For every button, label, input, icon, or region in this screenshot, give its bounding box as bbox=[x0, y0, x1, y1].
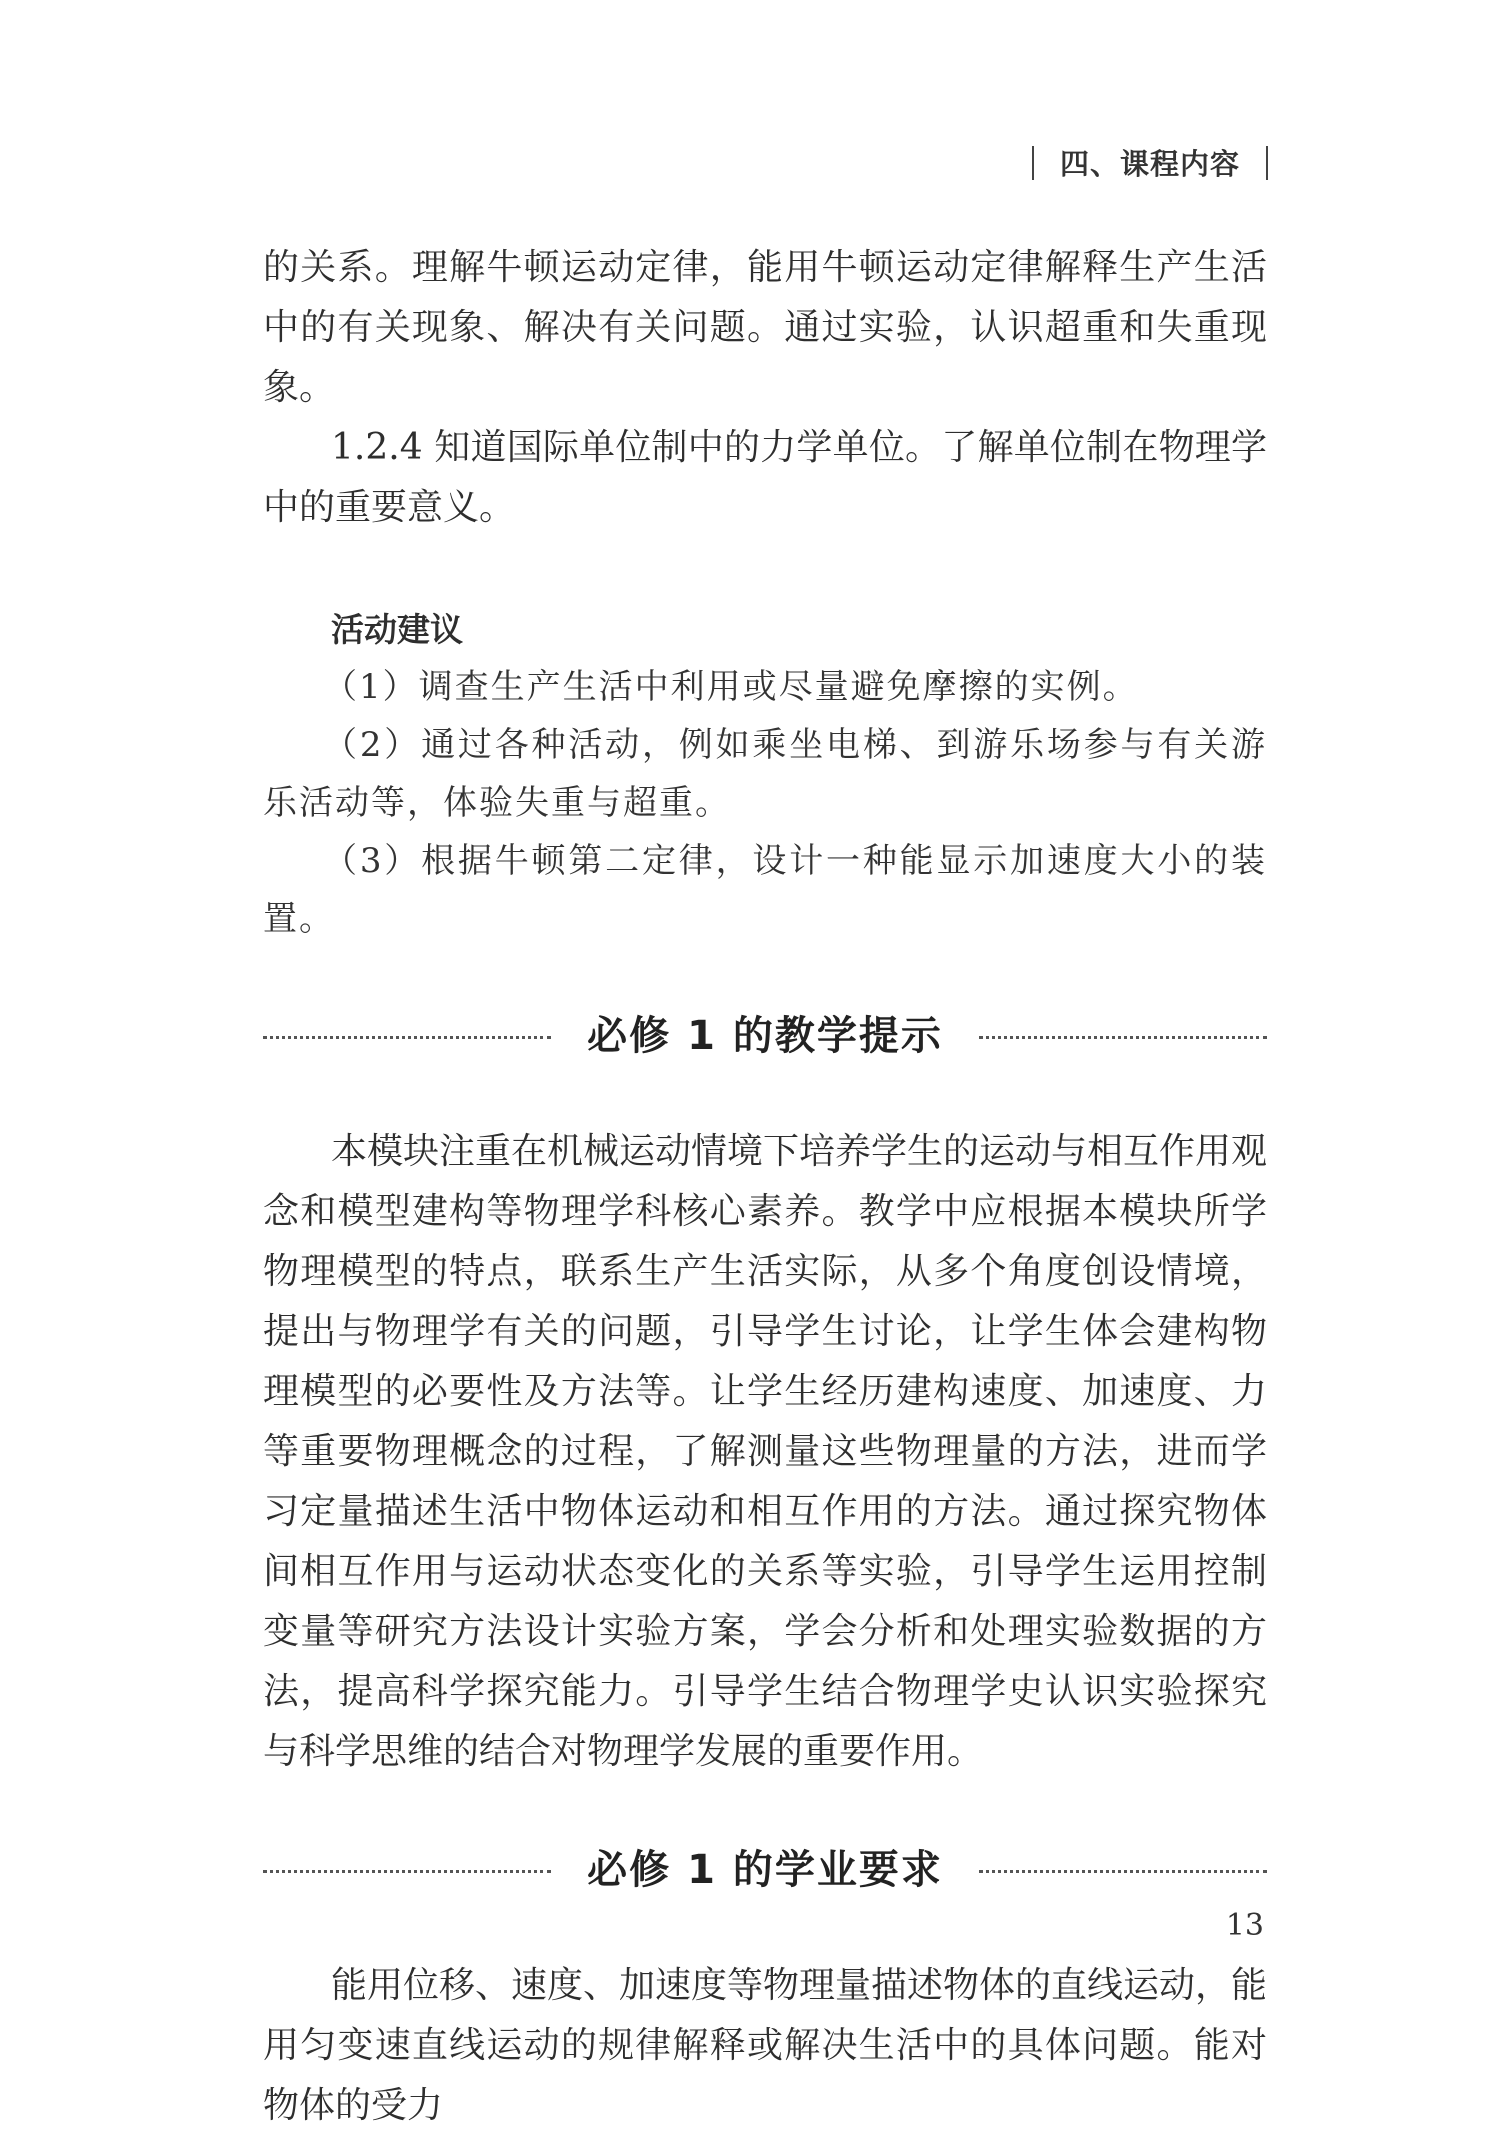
section-title: 必修 1 的教学提示 bbox=[587, 1012, 943, 1059]
activity-title: 活动建议 bbox=[331, 610, 463, 649]
activity-item: （3）根据牛顿第二定律，设计一种能显示加速度大小的装置。 bbox=[263, 841, 1267, 939]
paragraph-1-2-4: 1.2.4 知道国际单位制中的力学单位。了解单位制在物理学中的重要意义。 bbox=[263, 427, 1267, 528]
dotted-rule-right bbox=[979, 1870, 1267, 1873]
running-header bbox=[1032, 142, 1268, 183]
dotted-rule-left bbox=[263, 1870, 551, 1873]
page-number: 13 bbox=[1225, 1908, 1264, 1943]
section-heading-teaching-tips bbox=[263, 992, 1267, 1072]
paragraph-continuation: 的关系。理解牛顿运动定律，能用牛顿运动定律解释生产生活中的有关现象、解决有关问题。通过实验，认识超重和失重现象。 bbox=[263, 247, 1267, 408]
activity-item: （1）调查生产生活中利用或尽量避免摩擦的实例。 bbox=[323, 667, 1139, 707]
activity-item: （2）通过各种活动，例如乘坐电梯、到游乐场参与有关游乐活动等，体验失重与超重。 bbox=[263, 725, 1267, 823]
section-body: 本模块注重在机械运动情境下培养学生的运动与相互作用观念和模型建构等物理学科核心素养。教学中应根据本模块所学物理模型的特点，联系生产生活实际，从多个角度创设情境，提出与物理学有关的问题，引导学生讨论，让学生体会建构物理模型的必要性及方法等。让学生经历建构速度、加速度、力等重要物理概念的过程，了解测量这些物理量的方法，进而学习定量描述生活中物体运动和相互作用的方法。通过探究物体间相互作用与运动状态变化的关系等实验，引导学生运用控制变量等研究方法设计实验方案，学会分析和处理实验数据的方法，提高科学探究能力。引导学生结合物理学史认识实验探究与科学思维的结合对物理学发展的重要作用。 bbox=[263, 1131, 1268, 1772]
section-heading-academic-requirements bbox=[263, 1826, 1267, 1906]
header-divider-right bbox=[1266, 146, 1268, 180]
header-divider-left bbox=[1032, 146, 1034, 180]
page-content bbox=[263, 238, 1267, 2136]
header-title: 四、课程内容 bbox=[1059, 147, 1240, 181]
dotted-rule-left bbox=[263, 1036, 551, 1039]
section-body: 能用位移、速度、加速度等物理量描述物体的直线运动，能用匀变速直线运动的规律解释或解决生活中的具体问题。能对物体的受力 bbox=[263, 1965, 1268, 2126]
section-title: 必修 1 的学业要求 bbox=[587, 1846, 943, 1893]
dotted-rule-right bbox=[979, 1036, 1267, 1039]
